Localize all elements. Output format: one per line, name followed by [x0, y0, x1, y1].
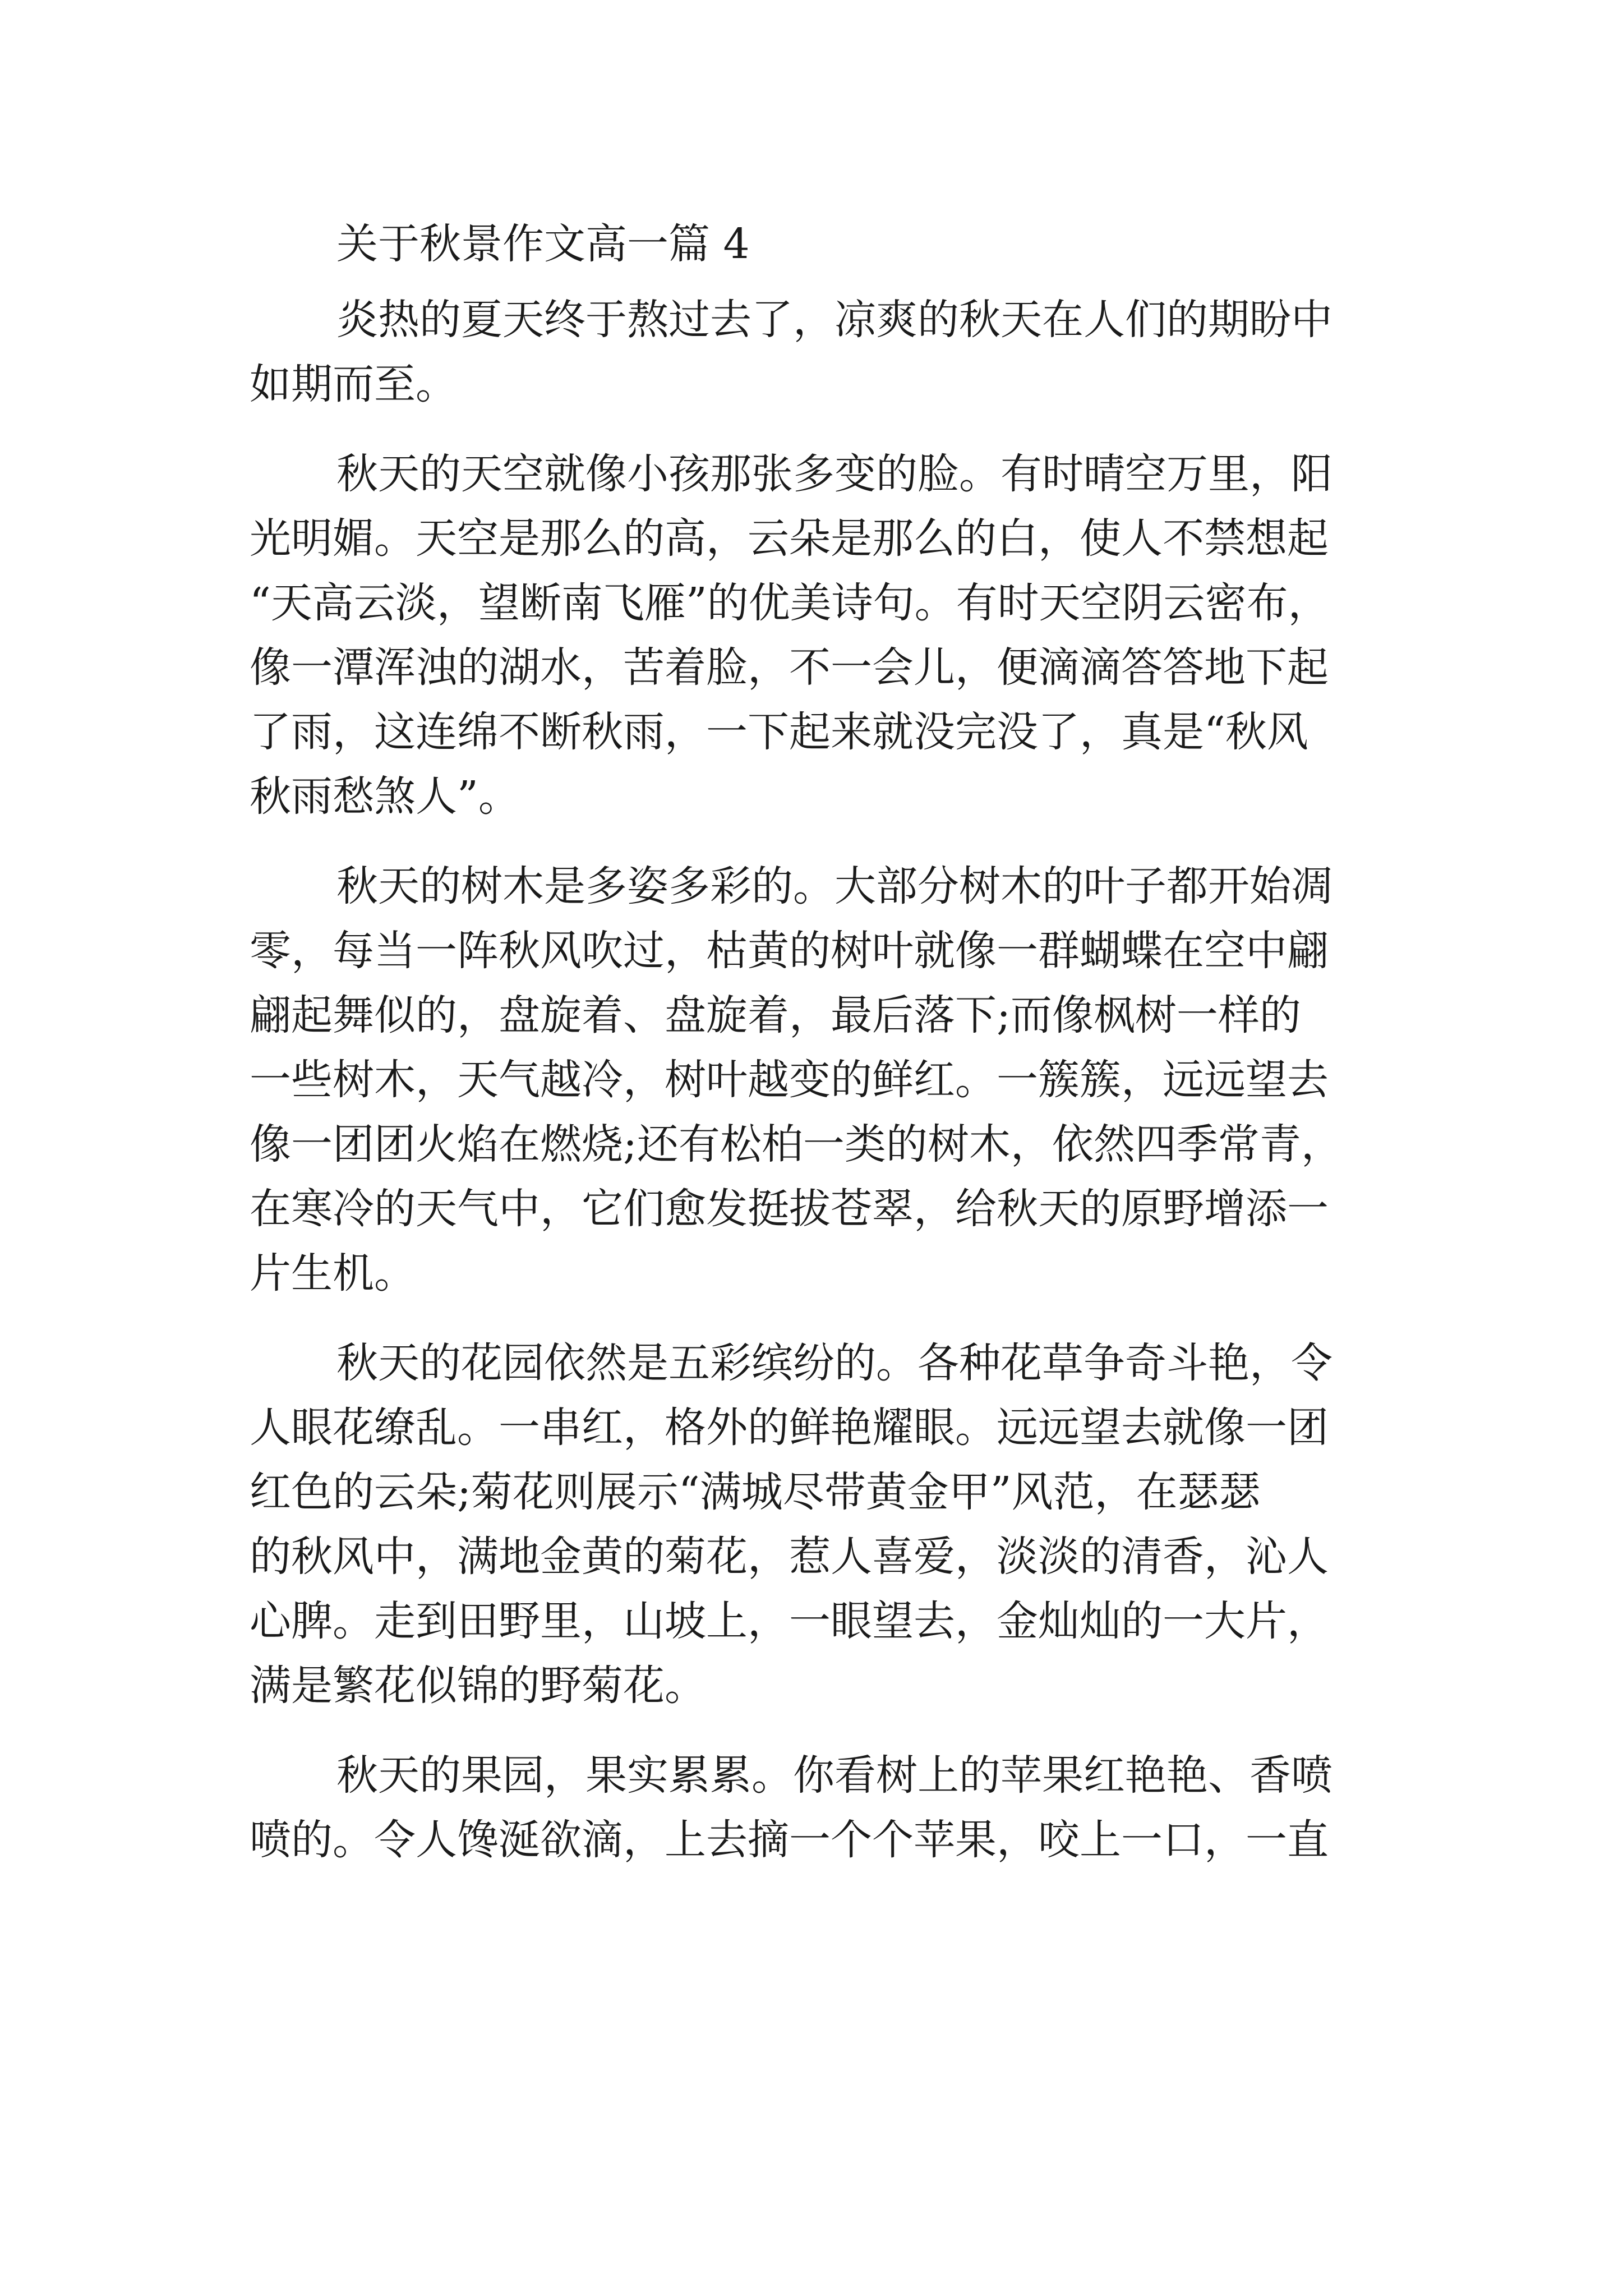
text-line: 像一潭浑浊的湖水，苦着脸，不一会儿，便滴滴答答地下起: [250, 643, 1329, 692]
text-line: 秋天的天空就像小孩那张多变的脸。有时晴空万里，阳: [336, 450, 1332, 498]
text-line: 一些树木，天气越冷，树叶越变的鲜红。一簇簇，远远望去: [250, 1056, 1329, 1104]
text-line: 秋天的花园依然是五彩缤纷的。各种花草争奇斗艳，令: [336, 1339, 1332, 1387]
text-line: 像一团团火焰在燃烧;还有松柏一类的树木，依然四季常青，: [250, 1120, 1343, 1168]
text-line: 秋雨愁煞人”。: [250, 772, 520, 821]
text-line: “天高云淡，望断南飞雁”的优美诗句。有时天空阴云密布，: [250, 579, 1330, 627]
text-line: 人眼花缭乱。一串红，格外的鲜艳耀眼。远远望去就像一团: [250, 1404, 1329, 1452]
text-line: 零，每当一阵秋风吹过，枯黄的树叶就像一群蝴蝶在空中翩: [250, 927, 1329, 975]
text-line: 红色的云朵;菊花则展示“满城尽带黄金甲”风范，在瑟瑟: [250, 1468, 1261, 1516]
text-line: 喷的。令人馋涎欲滴，上去摘一个个苹果，咬上一口，一直: [250, 1816, 1329, 1864]
text-line: 如期而至。: [250, 360, 457, 408]
text-line: 在寒冷的天气中，它们愈发挺拔苍翠，给秋天的原野增添一: [250, 1185, 1329, 1233]
text-line: 秋天的果园，果实累累。你看树上的苹果红艳艳、香喷: [336, 1751, 1332, 1800]
text-line: 炎热的夏天终于熬过去了，凉爽的秋天在人们的期盼中: [336, 296, 1332, 344]
text-line: 了雨，这连绵不断秋雨，一下起来就没完没了，真是“秋风: [250, 708, 1308, 756]
text-line: 片生机。: [250, 1249, 416, 1297]
text-line: 心脾。走到田野里，山坡上，一眼望去，金灿灿的一大片，: [250, 1597, 1329, 1645]
text-line: 翩起舞似的，盘旋着、盘旋着，最后落下;而像枫树一样的: [250, 991, 1301, 1039]
text-line: 的秋风中，满地金黄的菊花，惹人喜爱，淡淡的清香，沁人: [250, 1533, 1329, 1581]
text-line: 秋天的树木是多姿多彩的。大部分树木的叶子都开始凋: [336, 862, 1332, 910]
text-line: 满是繁花似锦的野菊花。: [250, 1662, 706, 1710]
document-title: 关于秋景作文高一篇 4: [336, 220, 750, 268]
text-line: 光明媚。天空是那么的高，云朵是那么的白，使人不禁想起: [250, 514, 1329, 563]
